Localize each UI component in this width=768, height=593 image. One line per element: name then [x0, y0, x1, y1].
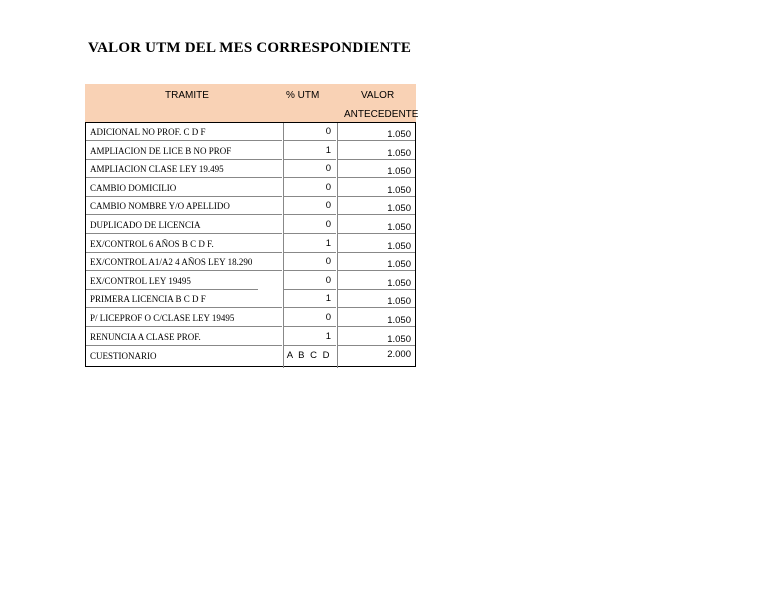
row-tramite: ADICIONAL NO PROF. C D F: [90, 127, 206, 137]
row-tramite: CAMBIO DOMICILIO: [90, 182, 177, 193]
row-valor: 1.050: [387, 259, 411, 271]
row-utm: 1: [325, 144, 331, 156]
row-utm: 0: [325, 163, 331, 175]
row-tramite: EX/CONTROL LEY 19495: [90, 275, 191, 286]
row-valor: 1.050: [387, 240, 411, 252]
header-valor: VALOR: [361, 90, 395, 101]
row-utm: 0: [325, 219, 331, 230]
row-tramite: EX/CONTROL A1/A2 4 AÑOS LEY 18.290: [90, 257, 253, 268]
row-valor: 1.050: [387, 166, 411, 178]
table-header: [85, 84, 419, 122]
row-valor: 1.050: [387, 129, 411, 140]
row-valor: 1.050: [387, 147, 411, 159]
row-utm: 0: [325, 200, 331, 212]
row-valor: 1.050: [387, 184, 411, 196]
table-row: [86, 123, 415, 141]
row-valor: 2.000: [387, 349, 411, 360]
table-row: [86, 272, 415, 290]
row-utm: 0: [325, 312, 331, 323]
table-row: [86, 290, 415, 308]
row-utm: 1: [325, 293, 331, 305]
row-utm: 0: [325, 126, 331, 137]
row-utm: 0: [325, 181, 331, 193]
table-row: [86, 328, 415, 346]
table-row: [86, 347, 415, 365]
row-valor: 1.050: [387, 222, 411, 233]
row-valor: 1.050: [387, 203, 411, 215]
row-valor: 1.050: [387, 277, 411, 289]
row-tramite: P/ LICEPROF O C/CLASE LEY 19495: [90, 313, 235, 323]
utm-table: [85, 122, 416, 367]
table-row: [86, 309, 415, 327]
table-row: [86, 197, 415, 215]
row-tramite: DUPLICADO DE LICENCIA: [90, 220, 201, 230]
header-utm: % UTM: [286, 90, 320, 101]
row-tramite: EX/CONTROL 6 AÑOS B C D F.: [90, 238, 214, 249]
row-utm: A B C D: [286, 350, 331, 361]
header-tramite: TRAMITE: [165, 90, 209, 101]
table-row: [86, 235, 415, 253]
table-row: [86, 142, 415, 160]
row-utm: 0: [325, 274, 331, 286]
row-tramite: PRIMERA LICENCIA B C D F: [90, 294, 206, 305]
row-tramite: CAMBIO NOMBRE Y/O APELLIDO: [90, 201, 230, 212]
table-row: [86, 216, 415, 234]
row-tramite: RENUNCIA A CLASE PROF.: [90, 331, 201, 342]
row-tramite: CUESTIONARIO: [90, 351, 157, 361]
table-row: [86, 179, 415, 197]
row-utm: 1: [325, 330, 331, 342]
table-row: [86, 160, 415, 178]
row-tramite: AMPLIACION DE LICE B NO PROF: [90, 145, 232, 156]
row-valor: 1.050: [387, 315, 411, 326]
table-row: [86, 253, 415, 271]
row-tramite: AMPLIACION CLASE LEY 19.495: [90, 164, 224, 175]
row-utm: 1: [325, 237, 331, 249]
row-valor: 1.050: [387, 296, 411, 308]
header-antecedente: ANTECEDENTE: [344, 109, 419, 120]
page-title: VALOR UTM DEL MES CORRESPONDIENTE: [88, 40, 412, 56]
row-valor: 1.050: [387, 333, 411, 345]
row-utm: 0: [325, 256, 331, 268]
